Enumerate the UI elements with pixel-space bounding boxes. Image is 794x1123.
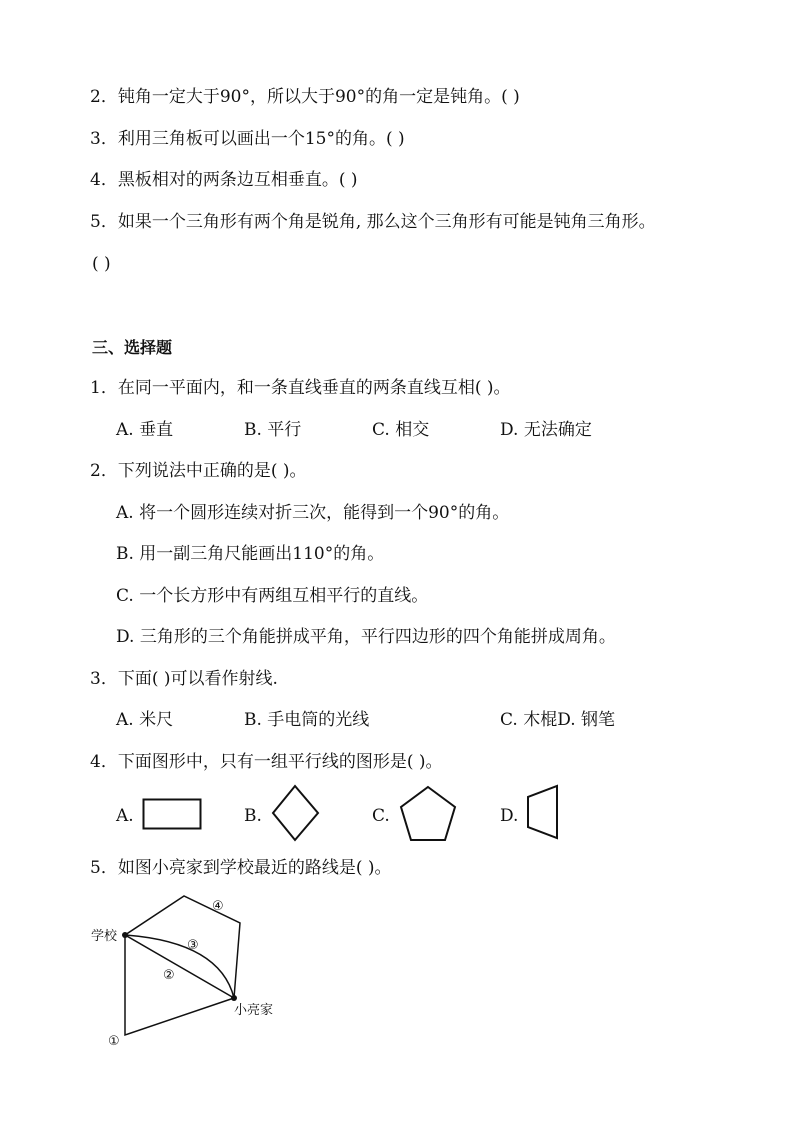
q1-option-a: A. 垂直 bbox=[116, 420, 174, 440]
trapezoid-shape-icon bbox=[526, 784, 562, 842]
judgement-item-2: 2．钝角一定大于90°，所以大于90°的角一定是钝角。( ) bbox=[90, 87, 520, 107]
q2-option-c: C. 一个长方形中有两组互相平行的直线。 bbox=[116, 586, 429, 606]
judgement-item-5-answer: ( ) bbox=[92, 254, 111, 274]
route-label-4: ④ bbox=[212, 898, 224, 913]
route-diagram bbox=[88, 890, 308, 1060]
q4-option-b-label: B. bbox=[244, 806, 262, 826]
rectangle-shape-icon bbox=[142, 798, 204, 832]
q4-option-a-label: A. bbox=[116, 806, 134, 826]
q3-option-c: C. 木棍D. 钢笔 bbox=[500, 710, 616, 730]
q2-option-b: B. 用一副三角尺能画出110°的角。 bbox=[116, 544, 385, 564]
judgement-item-3: 3．利用三角板可以画出一个15°的角。( ) bbox=[90, 129, 405, 149]
q2-option-d: D. 三角形的三个角能拼成平角，平行四边形的四个角能拼成周角。 bbox=[116, 627, 616, 647]
q1-option-c: C. 相交 bbox=[372, 420, 430, 440]
judgement-item-5: 5．如果一个三角形有两个角是锐角, 那么这个三角形有可能是钝角三角形。 bbox=[90, 212, 656, 232]
q4-option-c-label: C. bbox=[372, 806, 390, 826]
school-point bbox=[122, 932, 128, 938]
q1-option-b: B. 平行 bbox=[244, 420, 302, 440]
route-label-2: ② bbox=[163, 967, 175, 982]
home-point bbox=[231, 995, 237, 1001]
section-title: 三、选择题 bbox=[92, 338, 173, 357]
school-label: 学校 bbox=[91, 928, 118, 943]
q3-option-b: B. 手电筒的光线 bbox=[244, 710, 370, 730]
q2-option-a: A. 将一个圆形连续对折三次，能得到一个90°的角。 bbox=[116, 503, 510, 523]
pentagon-shape-icon bbox=[398, 784, 460, 846]
route-label-3: ③ bbox=[187, 937, 199, 952]
question-4-stem: 4．下面图形中，只有一组平行线的图形是( )。 bbox=[90, 752, 443, 772]
route-1-path bbox=[125, 935, 234, 1035]
q3-option-a: A. 米尺 bbox=[116, 710, 174, 730]
home-label: 小亮家 bbox=[234, 1002, 274, 1017]
judgement-item-4: 4．黑板相对的两条边互相垂直。( ) bbox=[90, 170, 358, 190]
q4-option-d-label: D. bbox=[500, 806, 519, 826]
q1-option-d: D. 无法确定 bbox=[500, 420, 592, 440]
question-1-stem: 1．在同一平面内，和一条直线垂直的两条直线互相( )。 bbox=[90, 378, 511, 398]
question-2-stem: 2．下列说法中正确的是( )。 bbox=[90, 461, 307, 481]
rhombus-shape-icon bbox=[270, 784, 322, 844]
route-label-1: ① bbox=[108, 1033, 120, 1048]
question-3-stem: 3．下面( )可以看作射线. bbox=[90, 669, 278, 689]
question-5-stem: 5．如图小亮家到学校最近的路线是( )。 bbox=[90, 858, 392, 878]
